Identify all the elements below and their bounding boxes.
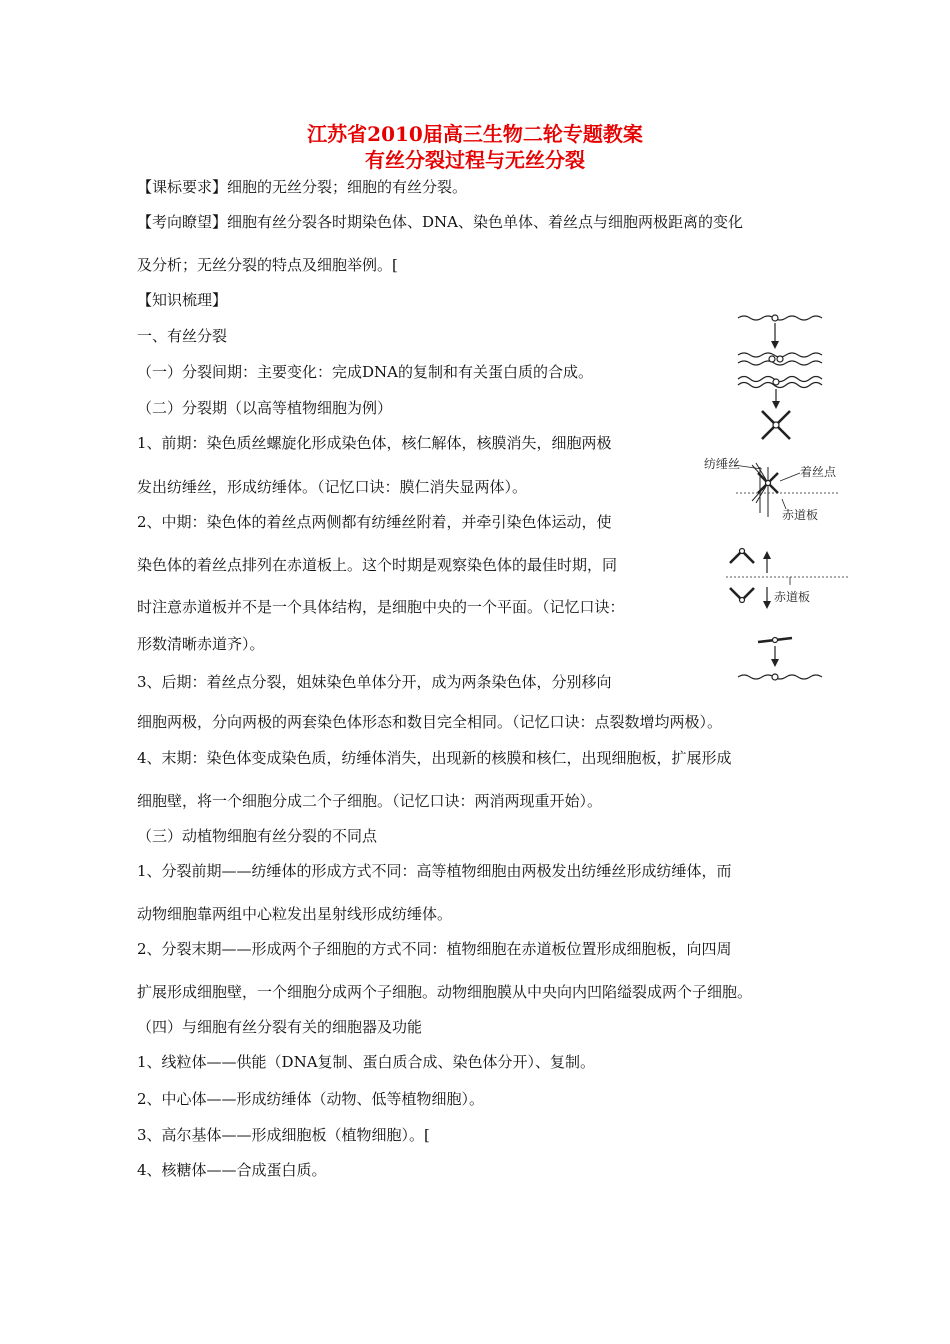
chromosome-diagram bbox=[700, 305, 860, 700]
text-line: 3、后期：着丝点分裂，姐妹染色单体分开，成为两条染色体，分别移向 bbox=[137, 673, 612, 691]
text-line: 1、线粒体——供能（DNA复制、蛋白质合成、染色体分开）、复制。 bbox=[137, 1053, 596, 1071]
label-centromere: 着丝点 bbox=[800, 465, 837, 479]
text-line: 【知识梳理】 bbox=[137, 291, 228, 309]
text-line: 4、核糖体——合成蛋白质。 bbox=[137, 1161, 327, 1179]
text-line: 发出纺缍丝，形成纺缍体。（记忆口诀：膜仁消失显两体）。 bbox=[137, 478, 528, 496]
label-spindle: 纺缍丝 bbox=[704, 457, 741, 471]
text-line: （四）与细胞有丝分裂有关的细胞器及功能 bbox=[137, 1018, 423, 1036]
text-line: 细胞两极，分向两极的两套染色体形态和数目完全相同。（记忆口诀：点裂数增均两极）。 bbox=[137, 713, 723, 731]
label-equatorial-plate: 赤道板 bbox=[782, 508, 819, 522]
text-line: 4、末期：染色体变成染色质，纺缍体消失，出现新的核膜和核仁，出现细胞板，扩展形成 bbox=[137, 749, 732, 767]
text-line: 染色体的着丝点排列在赤道板上。这个时期是观察染色体的最佳时期，同 bbox=[137, 556, 618, 574]
document-subtitle: 有丝分裂过程与无丝分裂 bbox=[365, 148, 585, 172]
text-line: 1、前期：染色质丝螺旋化形成染色体，核仁解体，核膜消失，细胞两极 bbox=[137, 434, 612, 452]
text-line: 细胞壁，将一个细胞分成二个子细胞。（记忆口诀：两消两现重开始）。 bbox=[137, 792, 603, 810]
label-equatorial-plate-2: 赤道板 bbox=[774, 590, 811, 604]
text-line: 1、分裂前期——纺缍体的形成方式不同：高等植物细胞由两极发出纺缍丝形成纺缍体，而 bbox=[137, 862, 732, 880]
text-line: 扩展形成细胞壁，一个细胞分成两个子细胞。动物细胞膜从中央向内凹陷缢裂成两个子细胞。 bbox=[137, 983, 753, 1001]
text-line: 及分析；无丝分裂的特点及细胞举例。[ bbox=[137, 256, 398, 274]
text-line: （三）动植物细胞有丝分裂的不同点 bbox=[137, 827, 378, 845]
text-line: 一、有丝分裂 bbox=[137, 327, 228, 345]
text-line: 3、高尔基体——形成细胞板（植物细胞）。[ bbox=[137, 1126, 430, 1144]
text-line: 2、中期：染色体的着丝点两侧都有纺缍丝附着，并牵引染色体运动，使 bbox=[137, 513, 612, 531]
text-line: （二）分裂期（以高等植物细胞为例） bbox=[137, 399, 393, 417]
text-line: 【考向瞭望】细胞有丝分裂各时期染色体、DNA、染色单体、着丝点与细胞两极距离的变化 bbox=[137, 213, 743, 231]
text-line: 动物细胞靠两组中心粒发出星射线形成纺缍体。 bbox=[137, 905, 453, 923]
text-line: 形数清晰赤道齐）。 bbox=[137, 635, 265, 653]
text-line: 2、中心体——形成纺缍体（动物、低等植物细胞）。 bbox=[137, 1090, 485, 1108]
document-title: 江苏省2010届高三生物二轮专题教案 bbox=[307, 122, 643, 146]
text-line: （一）分裂间期：主要变化：完成DNA的复制和有关蛋白质的合成。 bbox=[137, 363, 593, 381]
text-line: 时注意赤道板并不是一个具体结构，是细胞中央的一个平面。（记忆口诀： bbox=[137, 598, 625, 616]
text-line: 【课标要求】细胞的无丝分裂；细胞的有丝分裂。 bbox=[137, 178, 468, 196]
text-line: 2、分裂末期——形成两个子细胞的方式不同：植物细胞在赤道板位置形成细胞板，向四周 bbox=[137, 940, 732, 958]
